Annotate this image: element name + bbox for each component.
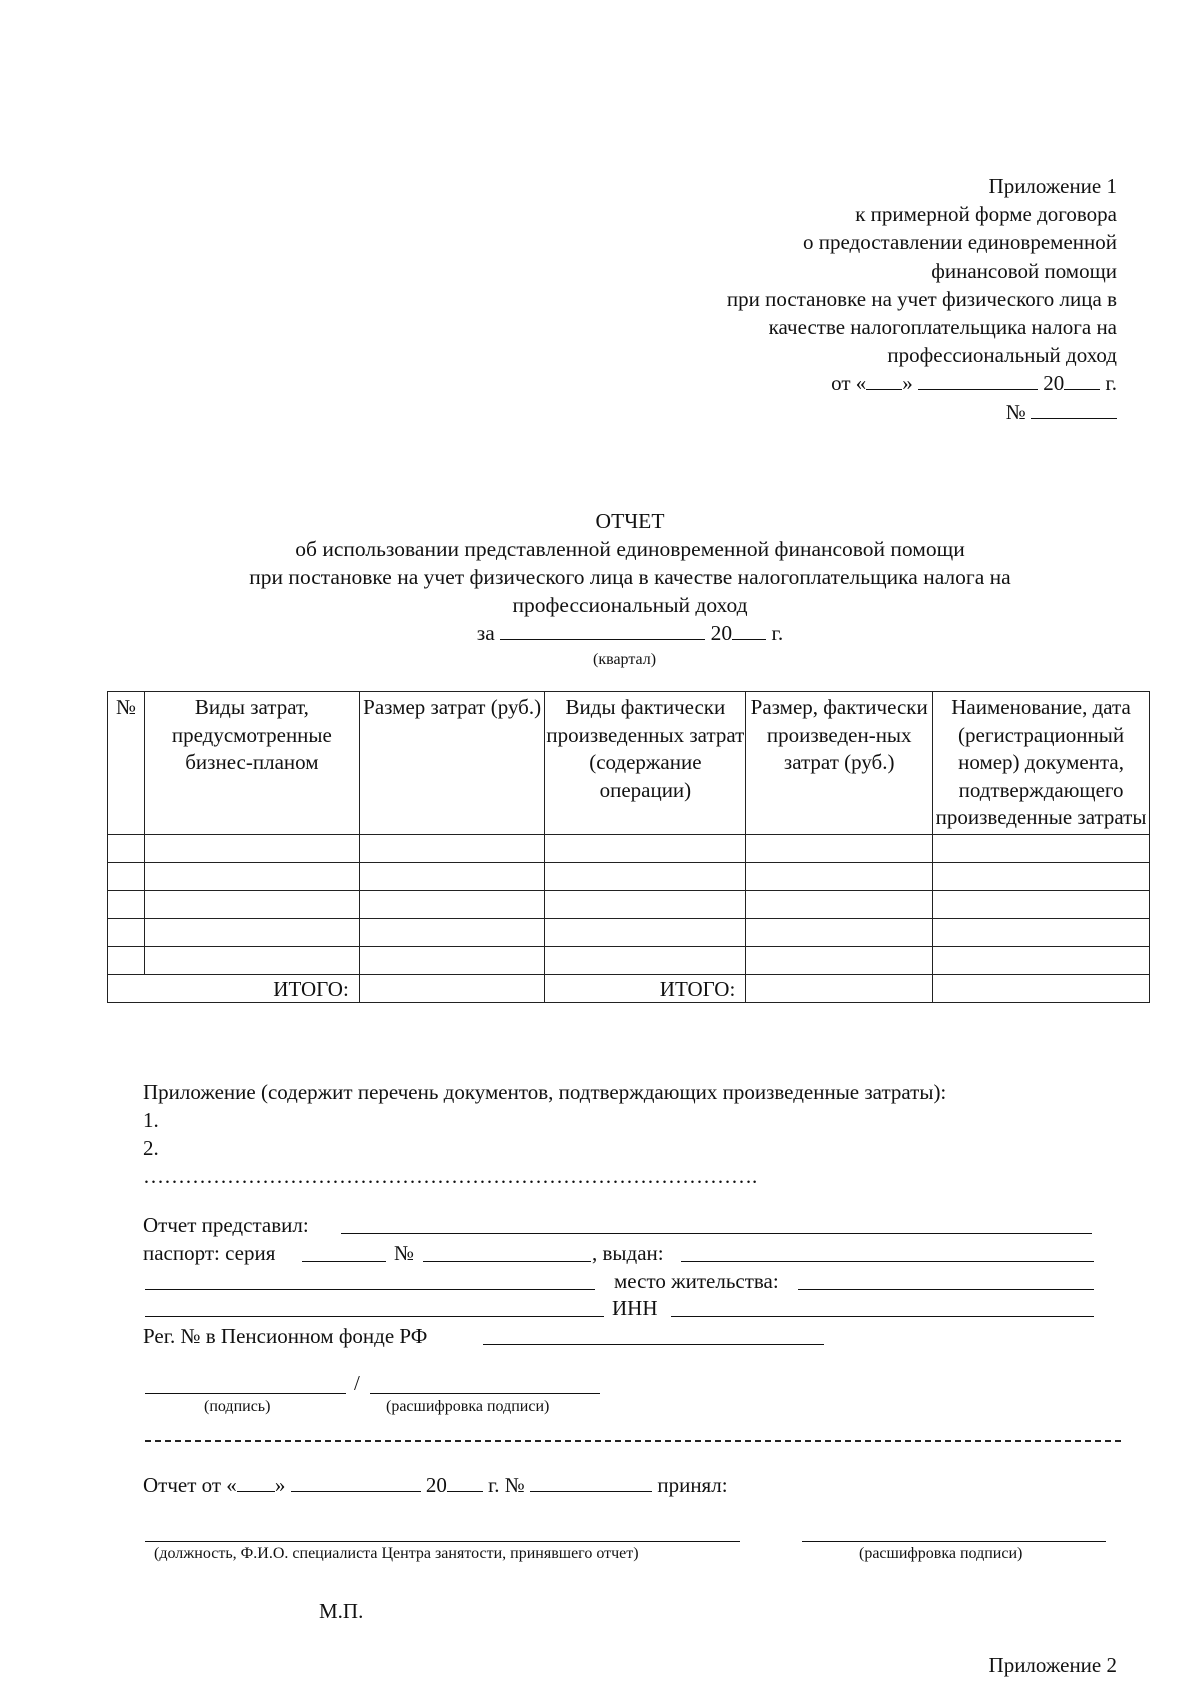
appendix-line: финансовой помощи	[931, 258, 1117, 283]
acceptance-decoding-caption: (расшифровка подписи)	[859, 1545, 1023, 1562]
pension-fund-label: Рег. № в Пенсионном фонде РФ	[143, 1324, 428, 1348]
appendix-header	[727, 172, 1117, 426]
appendix-line: при постановке на учет физического лица в	[726, 286, 1117, 311]
acceptance-year-blank[interactable]	[447, 1473, 483, 1492]
table-row	[108, 918, 1150, 946]
date-day-blank[interactable]	[866, 371, 902, 390]
table-cell[interactable]	[933, 834, 1150, 862]
table-cell[interactable]	[545, 834, 746, 862]
table-cell[interactable]	[359, 834, 545, 862]
table-cell[interactable]	[746, 890, 933, 918]
total-document-cell[interactable]	[933, 974, 1150, 1002]
submitter-name-blank[interactable]	[341, 1233, 1092, 1234]
table-cell[interactable]	[108, 862, 145, 890]
residence-continued-blank[interactable]	[145, 1316, 604, 1317]
passport-issued-blank[interactable]	[681, 1261, 1094, 1262]
attachment-item: 2.	[143, 1136, 159, 1160]
table-cell[interactable]	[933, 946, 1150, 974]
col-planned-types-header: Виды затрат, предусмотренные бизнес-планом	[144, 692, 359, 835]
acceptance-line: Отчет от « » 20 г. № принял:	[143, 1473, 728, 1497]
date-month-blank[interactable]	[918, 371, 1038, 390]
attachment-ellipsis: …………………………………………………………………………….	[143, 1164, 758, 1188]
pension-fund-number-blank[interactable]	[483, 1344, 824, 1345]
submitted-by-label: Отчет представил:	[143, 1213, 309, 1237]
table-cell[interactable]	[144, 918, 359, 946]
table-cell[interactable]	[108, 834, 145, 862]
quarter-blank[interactable]	[500, 621, 705, 640]
total-label-planned: ИТОГО:	[108, 974, 360, 1002]
attachments-block	[143, 1078, 946, 1190]
appendix-number-line: №	[727, 398, 1117, 426]
acceptance-month-blank[interactable]	[291, 1473, 421, 1492]
table-cell[interactable]	[359, 890, 545, 918]
table-cell[interactable]	[746, 862, 933, 890]
table-header-row	[108, 692, 1150, 835]
specialist-position-blank[interactable]	[145, 1541, 740, 1542]
inn-blank[interactable]	[671, 1316, 1094, 1317]
report-title	[0, 507, 1200, 647]
table-cell[interactable]	[108, 918, 145, 946]
appendix-line: Приложение 1	[988, 174, 1117, 198]
passport-series-blank[interactable]	[302, 1261, 386, 1262]
report-heading: ОТЧЕТ	[595, 509, 665, 533]
table-cell[interactable]	[108, 946, 145, 974]
quarter-caption: (квартал)	[593, 651, 657, 668]
table-cell[interactable]	[144, 890, 359, 918]
attachment-item: 1.	[143, 1108, 159, 1132]
table-cell[interactable]	[144, 834, 359, 862]
signature-blank[interactable]	[145, 1393, 346, 1394]
col-planned-amount-header: Размер затрат (руб.)	[359, 692, 545, 835]
col-actual-types-header: Виды фактически произведенных затрат (содержание операции)	[545, 692, 746, 835]
passport-issued-label: , выдан:	[592, 1241, 664, 1265]
report-subtitle: при постановке на учет физического лица в качестве налогоплательщика налога на	[249, 565, 1011, 589]
passport-number-blank[interactable]	[423, 1261, 591, 1262]
table-cell[interactable]	[144, 862, 359, 890]
table-cell[interactable]	[359, 946, 545, 974]
table-cell[interactable]	[746, 946, 933, 974]
acceptance-day-blank[interactable]	[237, 1473, 275, 1492]
table-cell[interactable]	[933, 890, 1150, 918]
signature-decoding-blank[interactable]	[370, 1393, 600, 1394]
date-year-blank[interactable]	[1064, 371, 1100, 390]
total-planned-amount-cell[interactable]	[359, 974, 545, 1002]
residence-blank[interactable]	[798, 1289, 1094, 1290]
total-actual-amount-cell[interactable]	[746, 974, 933, 1002]
specialist-position-caption: (должность, Ф.И.О. специалиста Центра занятости, принявшего отчет)	[154, 1545, 639, 1562]
acceptance-decoding-blank[interactable]	[802, 1541, 1106, 1542]
table-row	[108, 862, 1150, 890]
table-cell[interactable]	[545, 890, 746, 918]
acceptance-number-blank[interactable]	[530, 1473, 652, 1492]
passport-series-label: паспорт: серия	[143, 1241, 276, 1265]
inn-label: ИНН	[612, 1296, 658, 1320]
next-appendix-label: Приложение 2	[988, 1653, 1117, 1677]
residence-label: место жительства:	[614, 1269, 779, 1293]
table-cell[interactable]	[359, 862, 545, 890]
table-cell[interactable]	[545, 918, 746, 946]
report-subtitle: профессиональный доход	[512, 593, 748, 617]
passport-issued-continued-blank[interactable]	[145, 1289, 595, 1290]
col-document-header: Наименование, дата (регистрационный номер) документа, подтверждающего произведенные затраты	[933, 692, 1150, 835]
table-cell[interactable]	[144, 946, 359, 974]
period-year-blank[interactable]	[732, 621, 766, 640]
table-cell[interactable]	[746, 918, 933, 946]
cut-line-divider	[145, 1440, 1121, 1442]
signature-decoding-caption: (расшифровка подписи)	[386, 1398, 550, 1415]
appendix-line: качестве налогоплательщика налога на	[768, 315, 1117, 340]
table-cell[interactable]	[359, 918, 545, 946]
stamp-place-label: М.П.	[319, 1599, 364, 1623]
attachments-label: Приложение (содержит перечень документов, подтверждающих произведенные затраты):	[143, 1080, 947, 1104]
report-subtitle: об использовании представленной единовременной финансовой помощи	[295, 537, 965, 561]
expenses-table	[107, 691, 1150, 1003]
table-cell[interactable]	[933, 862, 1150, 890]
table-cell[interactable]	[746, 834, 933, 862]
signature-separator: /	[354, 1371, 360, 1395]
appendix-date-line: от « » 20 г.	[831, 371, 1117, 396]
contract-number-blank[interactable]	[1031, 400, 1117, 419]
passport-number-label: №	[394, 1241, 415, 1265]
table-cell[interactable]	[933, 918, 1150, 946]
appendix-line: к примерной форме договора	[855, 202, 1117, 227]
table-cell[interactable]	[545, 946, 746, 974]
table-total-row	[108, 974, 1150, 1002]
total-label-actual: ИТОГО:	[545, 974, 746, 1002]
col-actual-amount-header: Размер, фактически произведен-ных затрат (руб.)	[746, 692, 933, 835]
appendix-line: о предоставлении единовременной	[803, 230, 1117, 255]
signature-caption: (подпись)	[204, 1398, 271, 1415]
table-row	[108, 890, 1150, 918]
table-row	[108, 946, 1150, 974]
table-cell[interactable]	[545, 862, 746, 890]
appendix-line: профессиональный доход	[887, 343, 1117, 368]
col-number-header: №	[108, 692, 145, 835]
table-row	[108, 834, 1150, 862]
table-cell[interactable]	[108, 890, 145, 918]
report-period: за 20 г.	[476, 621, 784, 645]
